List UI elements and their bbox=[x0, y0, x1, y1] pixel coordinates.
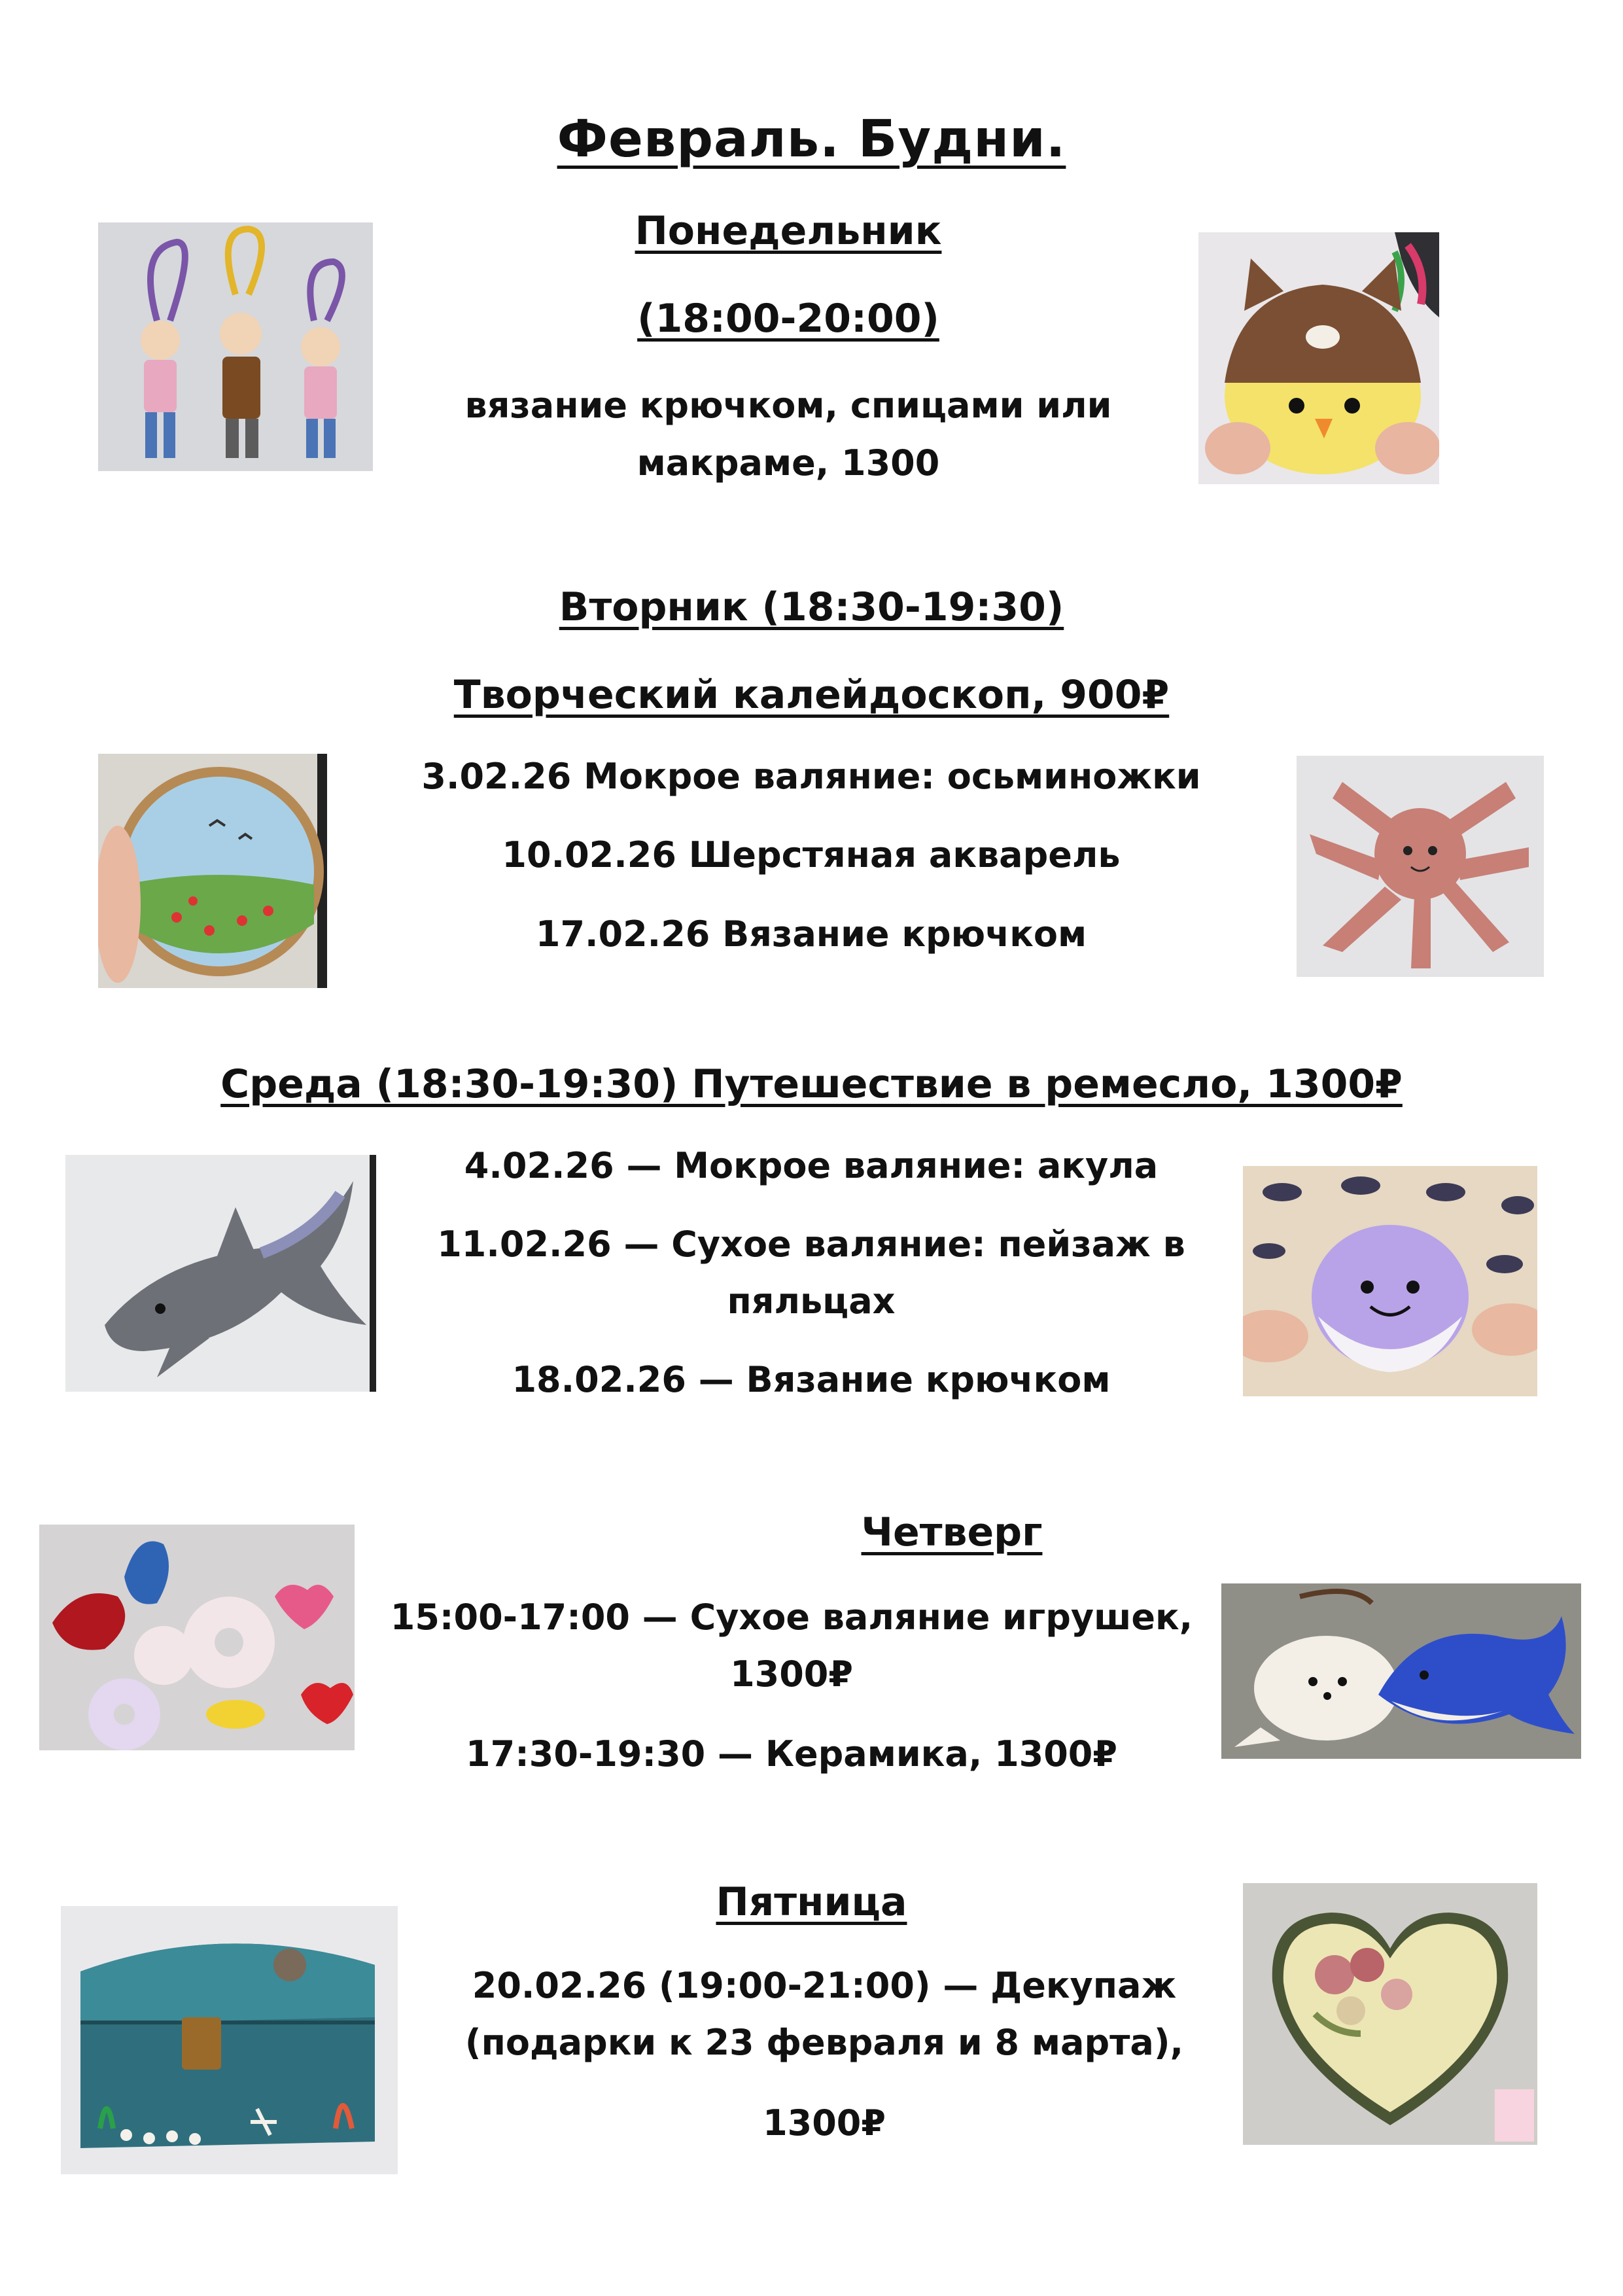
wool-watercolor-hoop-photo bbox=[98, 754, 327, 988]
thursday-class-1-line2: 1300₽ bbox=[730, 1653, 853, 1695]
tuesday-heading: Вторник (18:30-19:30) bbox=[559, 584, 1064, 630]
macrame-dolls-photo bbox=[98, 222, 373, 471]
tuesday-class-3: 17.02.26 Вязание крючком bbox=[535, 913, 1087, 955]
page-title: Февраль. Будни. bbox=[557, 110, 1066, 169]
monday-description-line2: макраме, 1300 bbox=[637, 442, 940, 484]
friday-class-line2: (подарки к 23 февраля и 8 марта), bbox=[464, 2022, 1184, 2063]
tuesday-class-2: 10.02.26 Шерстяная акварель bbox=[502, 834, 1121, 875]
monday-heading: Понедельник bbox=[635, 208, 942, 254]
monday-time: (18:00-20:00) bbox=[637, 296, 939, 342]
monday-description-line1: вязание крючком, спицами или bbox=[464, 385, 1112, 426]
thursday-heading: Четверг bbox=[861, 1510, 1043, 1555]
thursday-class-2: 17:30-19:30 — Керамика, 1300₽ bbox=[466, 1733, 1117, 1775]
felt-octopus-photo bbox=[1297, 756, 1544, 977]
crochet-purple-toy-photo bbox=[1243, 1166, 1537, 1396]
felt-seal-and-whale-photo bbox=[1221, 1583, 1581, 1759]
crochet-bear-photo bbox=[1198, 232, 1439, 484]
wednesday-heading: Среда (18:30-19:30) Путешествие в ремесло, 1300₽ bbox=[220, 1061, 1403, 1107]
wednesday-class-2-line1: 11.02.26 — Сухое валяние: пейзаж в bbox=[437, 1224, 1185, 1265]
friday-heading: Пятница bbox=[716, 1879, 907, 1925]
decoupage-heart-photo bbox=[1243, 1883, 1537, 2145]
thursday-class-1-line1: 15:00-17:00 — Сухое валяние игрушек, bbox=[390, 1597, 1193, 1638]
wednesday-class-1: 4.02.26 — Мокрое валяние: акула bbox=[464, 1145, 1159, 1186]
wednesday-class-3: 18.02.26 — Вязание крючком bbox=[512, 1359, 1111, 1400]
friday-class-line1: 20.02.26 (19:00-21:00) — Декупаж bbox=[472, 1965, 1177, 2006]
tuesday-subheading: Творческий калейдоскоп, 900₽ bbox=[453, 672, 1170, 718]
felt-shark-photo bbox=[65, 1155, 376, 1392]
ceramics-photo bbox=[39, 1525, 355, 1750]
tuesday-class-1: 3.02.26 Мокрое валяние: осьминожки bbox=[421, 756, 1201, 797]
friday-class-line3: 1300₽ bbox=[763, 2102, 886, 2144]
wednesday-class-2-line2: пяльцах bbox=[727, 1280, 896, 1322]
decoupage-chest-photo bbox=[61, 1906, 398, 2174]
